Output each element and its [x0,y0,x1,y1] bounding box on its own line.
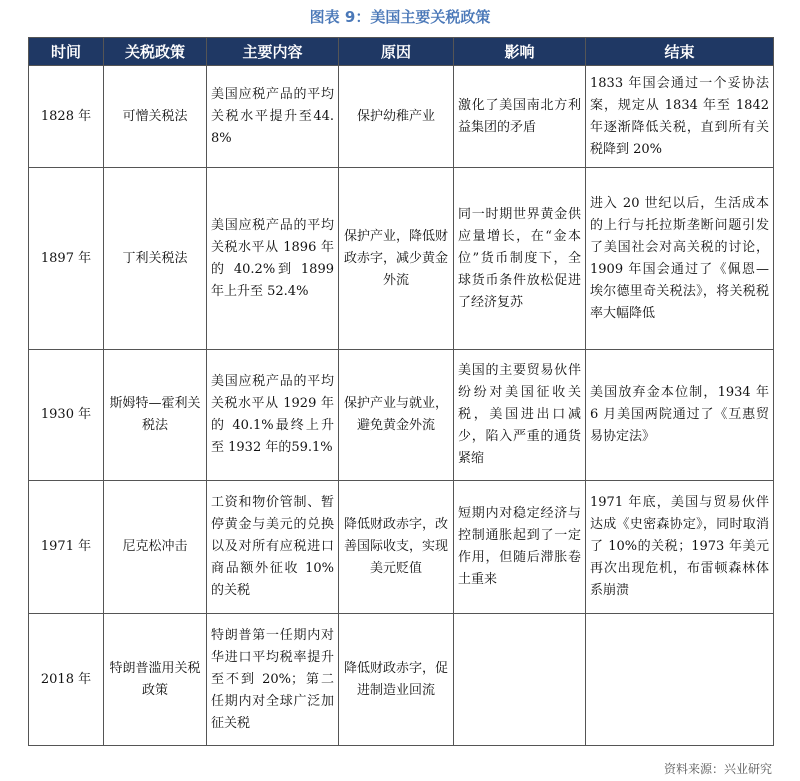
cell-content: 工资和物价管制、暂停黄金与美元的兑换以及对所有应税进口商品额外征收 10%的关税 [207,481,339,614]
cell-year: 2018 年 [29,614,104,746]
header-impact: 影响 [454,38,586,66]
header-reason: 原因 [339,38,454,66]
cell-policy: 特朗普滥用关税政策 [104,614,207,746]
cell-policy: 斯姆特—霍利关税法 [104,350,207,481]
header-content: 主要内容 [207,38,339,66]
cell-impact: 短期内对稳定经济与控制通胀起到了一定作用，但随后滞胀卷土重来 [454,481,586,614]
cell-reason: 降低财政赤字，促进制造业回流 [339,614,454,746]
cell-policy: 尼克松冲击 [104,481,207,614]
cell-impact: 同一时期世界黄金供应量增长，在“金本位”货币制度下，全球货币条件放松促进了经济复苏 [454,168,586,350]
cell-reason: 降低财政赤字，改善国际收支，实现美元贬值 [339,481,454,614]
tariff-policy-table [28,37,774,746]
cell-reason: 保护产业与就业，避免黄金外流 [339,350,454,481]
cell-content: 美国应税产品的平均关税水平提升至44.8% [207,66,339,168]
cell-reason: 保护幼稚产业 [339,66,454,168]
cell-policy: 丁利关税法 [104,168,207,350]
cell-content: 美国应税产品的平均关税水平从 1929 年的 40.1%最终上升至 1932 年的59.1% [207,350,339,481]
cell-policy: 可憎关税法 [104,66,207,168]
figure-title: 图表 9：美国主要关税政策 [309,8,491,26]
source-note: 资料来源：兴业研究 [663,762,772,776]
cell-end [586,614,774,746]
table-row [29,481,774,614]
header-policy: 关税政策 [104,38,207,66]
table-row [29,350,774,481]
cell-end: 进入 20 世纪以后，生活成本的上行与托拉斯垄断问题引发了美国社会对高关税的讨论， 1909 年国会通过了《佩恩—埃尔德里奇关税法》，将关税税率大幅降低 [586,168,774,350]
cell-end: 美国放弃金本位制，1934 年 6 月美国两院通过了《互惠贸易协定法》 [586,350,774,481]
cell-impact [454,614,586,746]
header-end: 结束 [586,38,774,66]
cell-year: 1897 年 [29,168,104,350]
table-row [29,168,774,350]
table-row [29,614,774,746]
cell-reason: 保护产业，降低财政赤字，减少黄金外流 [339,168,454,350]
cell-year: 1930 年 [29,350,104,481]
cell-year: 1971 年 [29,481,104,614]
cell-content: 美国应税产品的平均关税水平从 1896 年的 40.2%到 1899 年上升至 52.4% [207,168,339,350]
cell-impact: 激化了美国南北方利益集团的矛盾 [454,66,586,168]
table-header-row [29,38,774,66]
cell-content: 特朗普第一任期内对华进口平均税率提升至不到 20%；第二任期内对全球广泛加征关税 [207,614,339,746]
cell-year: 1828 年 [29,66,104,168]
table-row [29,66,774,168]
cell-end: 1971 年底，美国与贸易伙伴达成《史密森协定》，同时取消了 10%的关税；1973 年美元再次出现危机，布雷顿森林体系崩溃 [586,481,774,614]
cell-impact: 美国的主要贸易伙伴纷纷对美国征收关税，美国进出口减少，陷入严重的通货紧缩 [454,350,586,481]
header-time: 时间 [29,38,104,66]
cell-end: 1833 年国会通过一个妥协法案，规定从 1834 年至 1842 年逐渐降低关税，直到所有关税降到 20% [586,66,774,168]
